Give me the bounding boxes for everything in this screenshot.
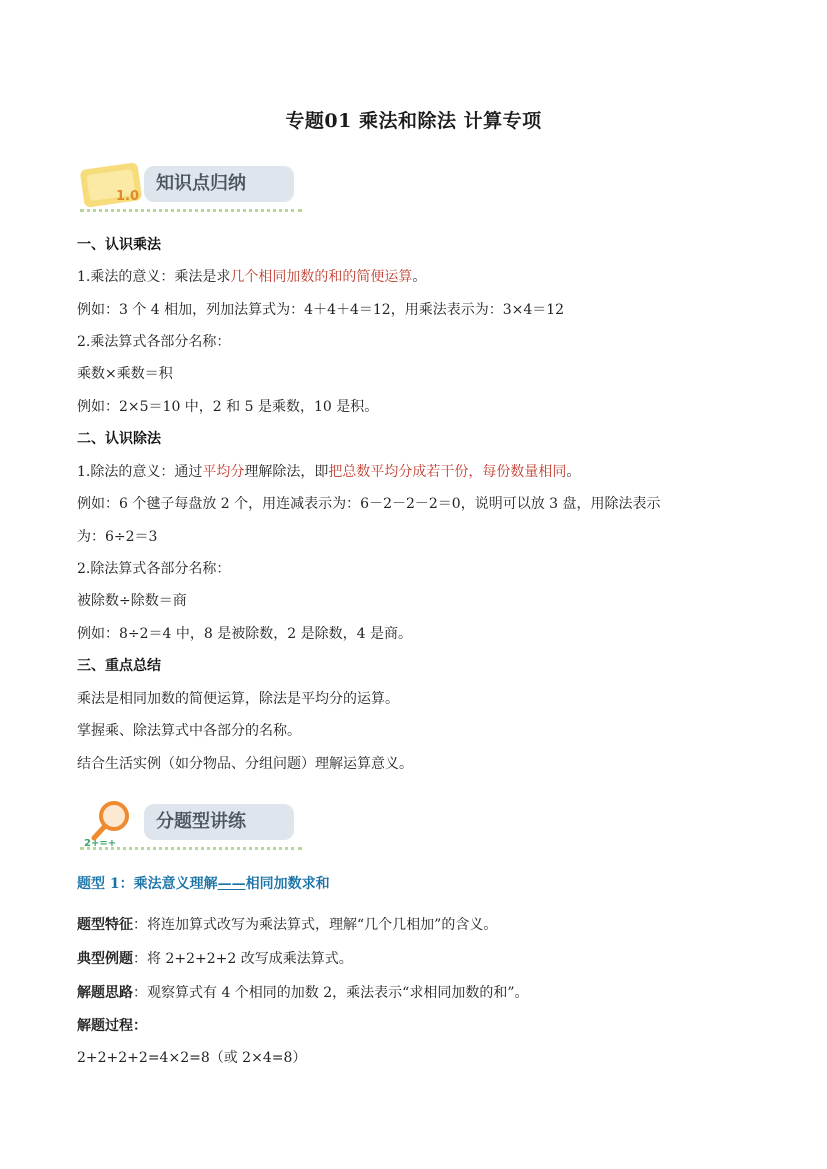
text-line: 2.除法算式各部分名称： bbox=[77, 561, 231, 577]
section-heading: 二、认识除法 bbox=[77, 431, 161, 447]
field-label: 典型例题 bbox=[77, 951, 133, 967]
section-heading: 一、认识乘法 bbox=[77, 237, 161, 253]
text-line: 例如：3 个 4 相加，列加法算式为：4＋4＋4＝12，用乘法表示为：3×4＝12 bbox=[77, 302, 565, 318]
text-line: 解题过程： bbox=[77, 1018, 147, 1034]
page-title: 专题01 乘法和除法 计算专项 bbox=[285, 110, 542, 132]
text-line: 例如：2×5＝10 中，2 和 5 是乘数，10 是积。 bbox=[77, 399, 379, 415]
text-line: 例如：6 个毽子每盘放 2 个，用连减表示为：6－2－2－2＝0，说明可以放 3 盘，用除法表示 bbox=[77, 496, 661, 512]
text-line: 被除数÷除数＝商 bbox=[77, 593, 187, 609]
text-line: 典型例题：将 2+2+2+2 改写成乘法算式。 bbox=[77, 951, 353, 967]
text-line: 题型特征：将连加算式改写为乘法算式，理解“几个几相加”的含义。 bbox=[77, 917, 498, 933]
section-heading: 三、重点总结 bbox=[77, 658, 161, 674]
banner-label: 知识点归纳 bbox=[144, 166, 294, 202]
text-line: 2+2+2+2=4×2=8（或 2×4=8） bbox=[77, 1050, 307, 1066]
text-line: 掌握乘、除法算式中各部分的名称。 bbox=[77, 723, 301, 739]
highlight-text: 几个相同加数的和的简便运算 bbox=[230, 269, 413, 285]
text-line: 例如：8÷2＝4 中，8 是被除数，2 是除数，4 是商。 bbox=[77, 626, 412, 642]
text-line: 1.乘法的意义：乘法是求几个相同加数的和的简便运算。 bbox=[77, 269, 427, 285]
knowledge-banner bbox=[78, 160, 303, 212]
field-label: 题型特征 bbox=[77, 917, 133, 933]
highlight-text: 把总数平均分成若干份，每份数量相同 bbox=[328, 464, 567, 480]
banner-label: 分题型讲练 bbox=[144, 804, 294, 840]
practice-banner bbox=[78, 798, 303, 850]
text-line: 结合生活实例（如分物品、分组问题）理解运算意义。 bbox=[77, 756, 413, 772]
badge-text: 1.0 bbox=[116, 189, 140, 204]
highlight-text: 平均分 bbox=[202, 464, 245, 480]
type-heading: 题型 1：乘法意义理解——相同加数求和 bbox=[77, 876, 330, 892]
field-label: 解题过程 bbox=[77, 1018, 133, 1034]
text-line: 乘数×乘数＝积 bbox=[77, 366, 173, 382]
text-line: 为：6÷2＝3 bbox=[77, 529, 158, 545]
field-label: 解题思路 bbox=[77, 985, 133, 1001]
text-line: 1.除法的意义：通过平均分理解除法，即把总数平均分成若干份，每份数量相同。 bbox=[77, 464, 581, 480]
dotted-divider bbox=[80, 209, 302, 212]
text-line: 解题思路：观察算式有 4 个相同的加数 2，乘法表示“求相同加数的和”。 bbox=[77, 985, 529, 1001]
dotted-divider bbox=[80, 847, 302, 850]
badge-text: 2+=+ bbox=[84, 838, 117, 849]
text-line: 2.乘法算式各部分名称： bbox=[77, 334, 231, 350]
text-line: 乘法是相同加数的简便运算，除法是平均分的运算。 bbox=[77, 691, 399, 707]
